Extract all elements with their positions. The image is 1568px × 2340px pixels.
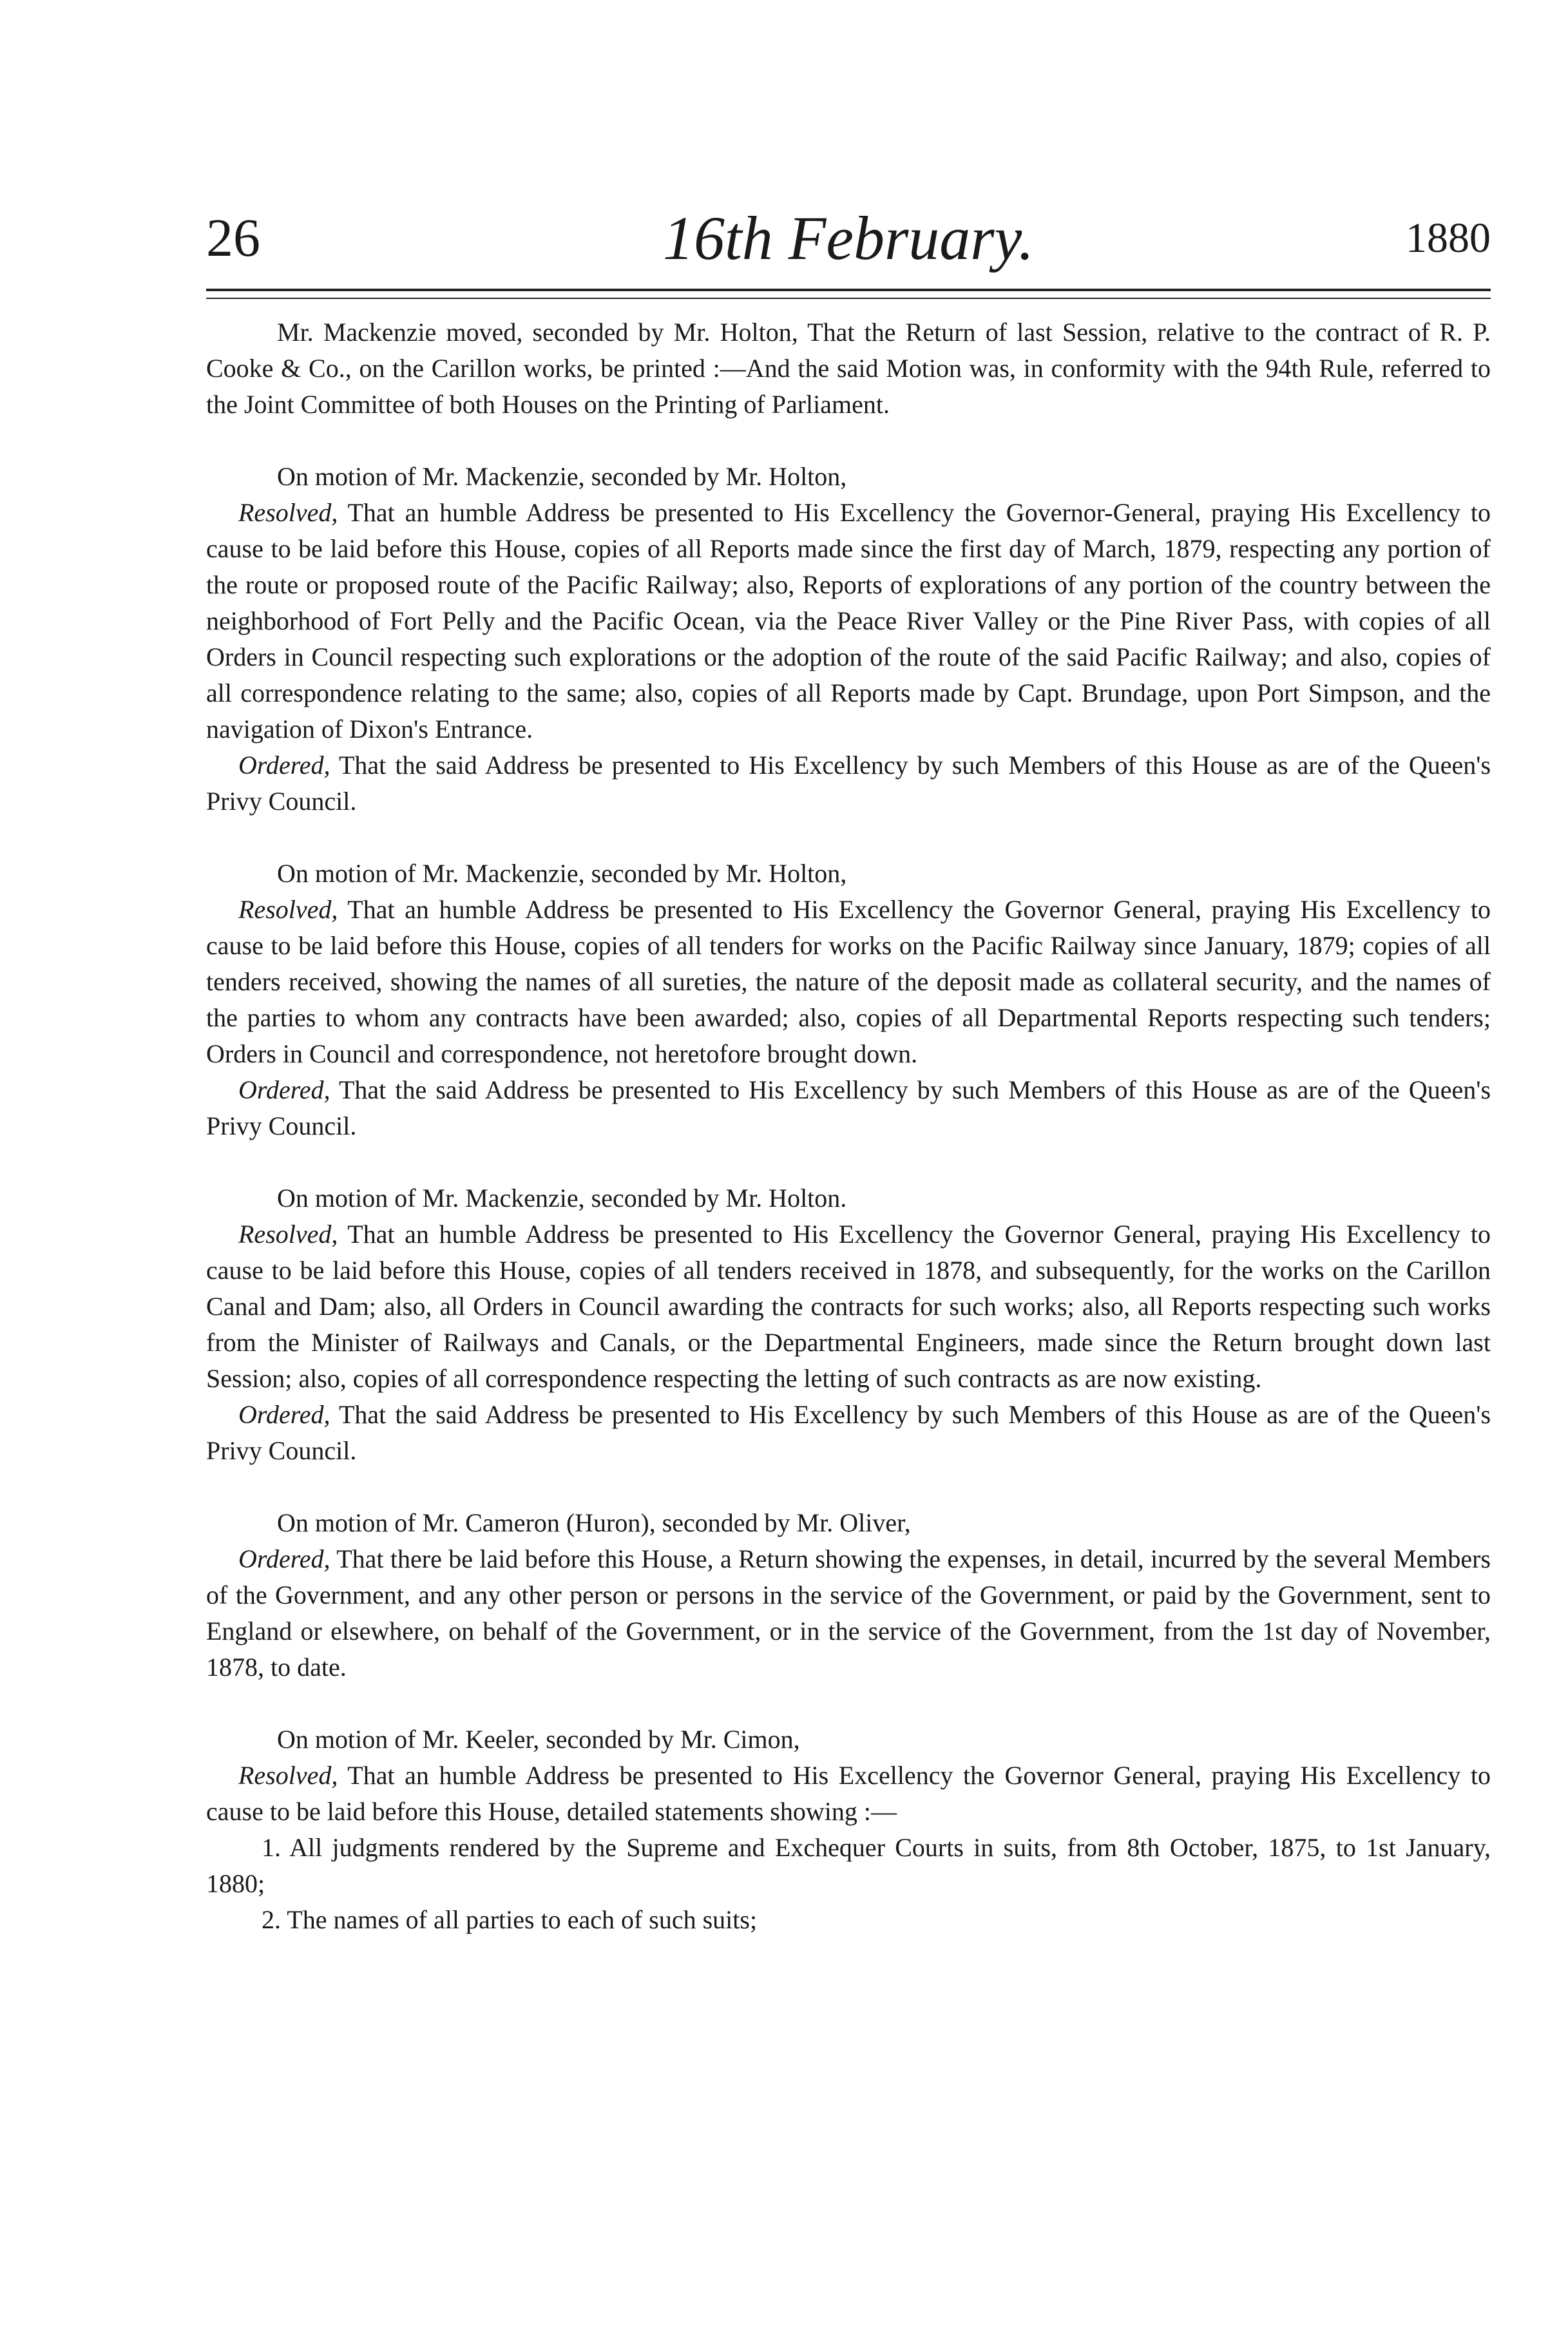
page-title: 16th February.: [663, 204, 1034, 273]
resolution-paragraph: [206, 892, 1491, 1072]
list-item: 1. All judgments rendered by the Supreme and Exchequer Courts in suits, from 8th October, 1875, to 1st January, 1880;: [206, 1833, 1491, 1898]
order-paragraph: [206, 747, 1491, 820]
ordered-text: That the said Address be presented to His Excellency by such Members of this House as are of the Queen's Privy Council.: [206, 1075, 1491, 1140]
resolved-label: Resolved,: [238, 895, 338, 924]
entry-pacific-tenders: [206, 856, 1491, 1144]
entry-return-printing: [206, 314, 1491, 423]
resolved-label: Resolved,: [238, 1761, 338, 1790]
ordered-label: Ordered,: [238, 1544, 330, 1573]
header-rule-thin: [206, 298, 1491, 299]
entry-paragraph: Mr. Mackenzie moved, seconded by Mr. Holton, That the Return of last Session, relative to the contract of R. P. Cooke & Co., on the Carillon works, be printed :—And the said Motion was, in conformity with the 94th Rule, referred to the Joint Committee of both Houses on the Printing of Parliament.: [206, 318, 1491, 419]
entry-court-judgments: [206, 1721, 1491, 1938]
ordered-text: That there be laid before this House, a Return showing the expenses, in detail, incurred by the several Members of the Government, and any other person or persons in the service of the Government, or paid by the Government, sent to England or elsewhere, on behalf of the Government, or in the service of the Government, from the 1st day of November, 1878, to date.: [206, 1544, 1491, 1682]
ordered-text: That the said Address be presented to His Excellency by such Members of this House as are of the Queen's Privy Council.: [206, 1400, 1491, 1465]
ordered-text: That the said Address be presented to His Excellency by such Members of this House as are of the Queen's Privy Council.: [206, 751, 1491, 816]
journal-body: [206, 314, 1491, 1974]
order-paragraph: [206, 1541, 1491, 1685]
resolution-paragraph: [206, 1216, 1491, 1397]
motion-line: On motion of Mr. Mackenzie, seconded by Mr. Holton,: [277, 859, 847, 888]
entry-government-expenses: [206, 1505, 1491, 1685]
motion-line: On motion of Mr. Cameron (Huron), seconded by Mr. Oliver,: [277, 1508, 911, 1537]
resolved-text: That an humble Address be presented to His Excellency the Governor General, praying His Excellency to cause to be laid before this House, detailed statements showing :—: [206, 1761, 1491, 1826]
ordered-label: Ordered,: [238, 751, 330, 780]
resolved-text: That an humble Address be presented to His Excellency the Governor General, praying His Excellency to cause to be laid before this House, copies of all tenders for works on the Pacific Railway since January, 1879; copies of all tenders received, showing the names of all sureties, the nature of the deposit made as collateral security, and the names of the parties to whom any contracts have been awarded; also, copies of all Departmental Reports respecting such tenders; Orders in Council and correspondence, not heretofore brought down.: [206, 895, 1491, 1068]
motion-line: On motion of Mr. Keeler, seconded by Mr. Cimon,: [277, 1725, 800, 1754]
entry-pacific-reports: [206, 459, 1491, 820]
page-number: 26: [206, 208, 260, 268]
resolution-paragraph: [206, 1758, 1491, 1830]
resolved-text: That an humble Address be presented to His Excellency the Governor-General, praying His Excellency to cause to be laid before this House, copies of all Reports made since the first day of March, 1879, respecting any portion of the route or proposed route of the Pacific Railway; also, Reports of explorations of any portion of the country between the neighborhood of Fort Pelly and the Pacific Ocean, via the Peace River Valley or the Pine River Pass, with copies of all Orders in Council respecting such explorations or the adoption of the route of the said Pacific Railway; and also, copies of all correspondence relating to the same; also, copies of all Reports made by Capt. Brundage, upon Port Simpson, and the navigation of Dixon's Entrance.: [206, 498, 1491, 743]
statement-list: [206, 1830, 1491, 1938]
resolved-text: That an humble Address be presented to His Excellency the Governor General, praying His Excellency to cause to be laid before this House, copies of all tenders received in 1878, and subsequently, for the works on the Carillon Canal and Dam; also, all Orders in Council awarding the contracts for such works; also, all Reports respecting such works from the Minister of Railways and Canals, or the Departmental Engineers, made since the Return brought down last Session; also, copies of all correspondence respecting the letting of such contracts as are now existing.: [206, 1220, 1491, 1393]
list-item: 2. The names of all parties to each of such suits;: [262, 1905, 758, 1934]
page-header: [206, 193, 1491, 283]
resolution-paragraph: [206, 495, 1491, 747]
page-year: 1880: [1406, 215, 1491, 262]
ordered-label: Ordered,: [238, 1400, 330, 1429]
ordered-label: Ordered,: [238, 1075, 330, 1104]
entry-carillon-tenders: [206, 1180, 1491, 1469]
resolved-label: Resolved,: [238, 1220, 338, 1249]
header-rule-thick: [206, 289, 1491, 291]
order-paragraph: [206, 1072, 1491, 1144]
motion-line: On motion of Mr. Mackenzie, seconded by Mr. Holton,: [277, 462, 847, 491]
order-paragraph: [206, 1397, 1491, 1469]
motion-line: On motion of Mr. Mackenzie, seconded by Mr. Holton.: [277, 1184, 847, 1213]
resolved-label: Resolved,: [238, 498, 338, 527]
